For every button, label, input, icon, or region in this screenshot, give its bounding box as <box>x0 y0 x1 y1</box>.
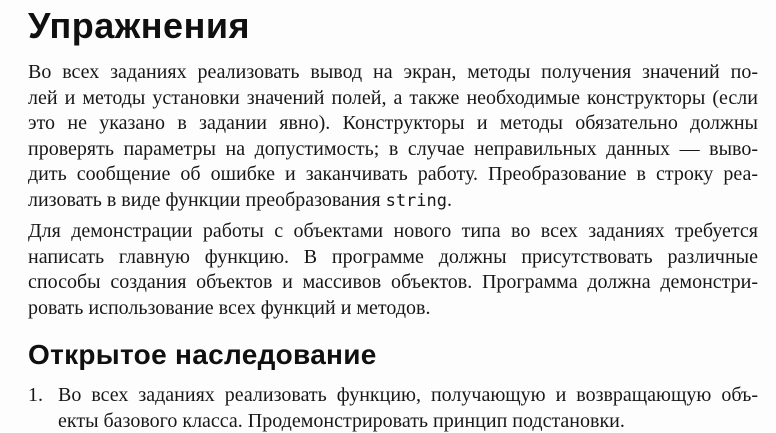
inline-code-string: string <box>385 190 447 211</box>
text-segment: . <box>447 188 452 211</box>
paragraph-demo-requirements <box>28 219 758 321</box>
page-title: Упражнения <box>28 5 250 46</box>
text-line: екты базового класса. Продемонстрировать принцип подстановки. <box>58 409 625 432</box>
text-line: написать главную функцию. В программе должны присутствовать различные <box>28 245 758 268</box>
text-line: способы создания объектов и массивов объектов. Программа должна демонстри- <box>28 271 758 293</box>
paragraph-exercises-intro <box>28 60 758 214</box>
text-line: ровать использование всех функций и методов. <box>28 296 431 319</box>
text-line: это не указано в задании явно). Конструкторы и методы обязательно должны <box>28 112 758 134</box>
text-segment: лизовать в виде функции преобразования <box>28 188 386 211</box>
list-item <box>28 383 758 433</box>
list-item-text <box>58 383 758 433</box>
text-line: проверять параметры на допустимость; в случае неправильных данных — выво- <box>28 137 758 160</box>
text-line: Во всех заданиях реализовать функцию, получающую и возвращающую объ- <box>58 384 758 406</box>
text-line: дить сообщение об ошибке и заканчивать работу. Преобразование в строку реа- <box>28 163 758 185</box>
text-line <box>28 188 758 215</box>
text-line: Во всех заданиях реализовать вывод на экран, методы получения значений по- <box>28 61 758 83</box>
exercise-list <box>28 383 758 433</box>
section-heading-inheritance: Открытое наследование <box>28 339 377 370</box>
text-line: Для демонстрации работы с объектами нового типа во всех заданиях требуется <box>28 220 758 242</box>
text-line: лей и методы установки значений полей, а также необходимые конструкторы (если <box>28 86 758 109</box>
list-item-number: 1. <box>28 384 43 406</box>
